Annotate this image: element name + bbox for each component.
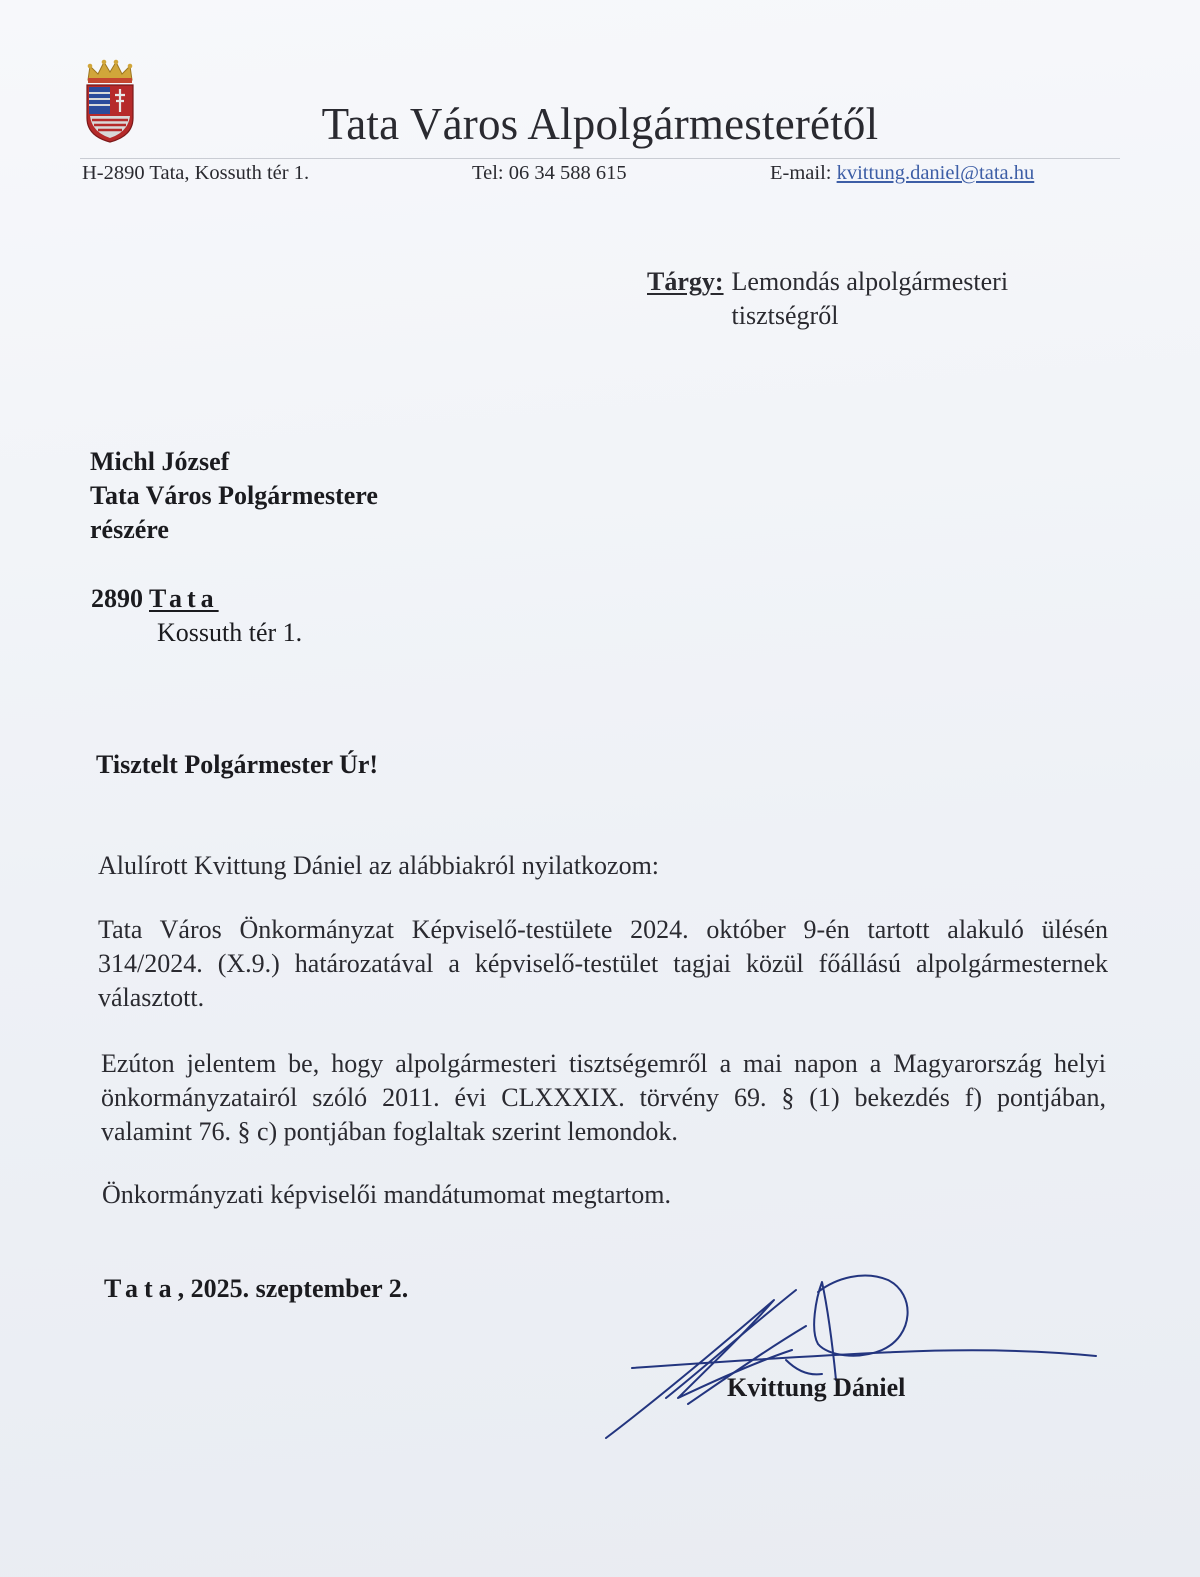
salutation: Tisztelt Polgármester Úr! (96, 750, 379, 779)
recipient-note: részére (90, 515, 169, 544)
subject-line (647, 265, 1072, 333)
date-line (104, 1274, 408, 1304)
letterhead-address: H-2890 Tata, Kossuth tér 1. (82, 162, 310, 184)
body-paragraph-1: Alulírott Kvittung Dániel az alábbiakról nyilatkozom: (98, 851, 660, 880)
date-town: Tata (104, 1274, 178, 1303)
letterhead-phone: Tel: 06 34 588 615 (472, 162, 627, 184)
email-link[interactable]: kvittung.daniel@tata.hu (836, 162, 1035, 184)
subject-label: Tárgy: (647, 267, 724, 296)
recipient-block (90, 445, 378, 547)
subject-text: Lemondás alpolgármesteri tisztségről (731, 267, 1009, 330)
recipient-title: Tata Város Polgármestere (90, 481, 378, 510)
letterhead-divider (80, 158, 1120, 159)
signer-name: Kvittung Dániel (727, 1373, 906, 1402)
recipient-street: Kossuth tér 1. (157, 618, 303, 647)
handwritten-signature (596, 1270, 1106, 1445)
recipient-city: Tata (149, 584, 219, 613)
recipient-zip: 2890 (91, 584, 143, 613)
letterhead-email (770, 162, 1034, 185)
email-label: E-mail: (770, 162, 837, 184)
letterhead-title: Tata Város Alpolgármesterétől (321, 99, 879, 149)
body-paragraph-4: Önkormányzati képviselői mandátumomat megtartom. (102, 1180, 671, 1209)
body-paragraph-3: Ezúton jelentem be, hogy alpolgármesteri tisztségemről a mai napon a Magyarország helyi önkormányzatairól szóló 2011. évi CLXXXIX. törvény 69. § (1) bekezdés f) pontjában, valamint 76. § c) pontjában foglaltak szerint lemondok. (101, 1049, 1106, 1146)
recipient-address (91, 582, 302, 650)
recipient-name: Michl József (90, 447, 230, 476)
date-text: , 2025. szeptember 2. (177, 1274, 409, 1303)
body-paragraph-2: Tata Város Önkormányzat Képviselő-testülete 2024. október 9-én tartott alakuló ülésén 314/2024. (X.9.) határozatával a képviselő-testület tagjai közül főállású alpolgármesternek választott. (98, 915, 1108, 1012)
